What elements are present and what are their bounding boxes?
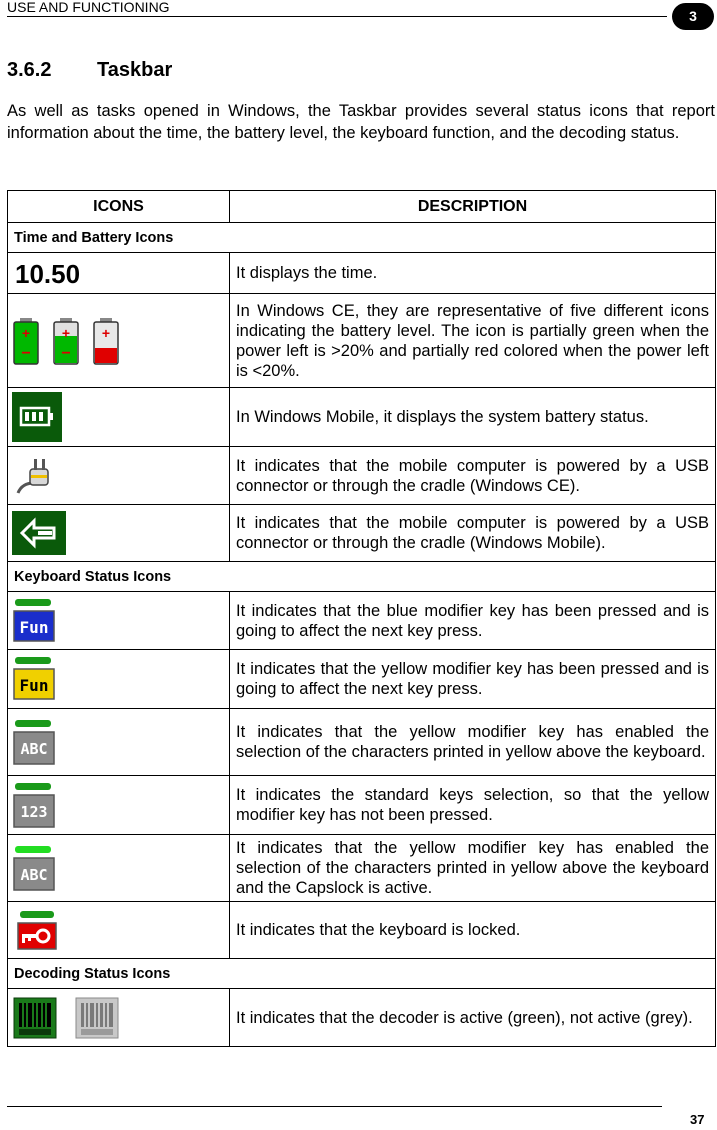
battery-low-red-icon <box>94 318 118 364</box>
section-heading <box>7 58 172 82</box>
desc-battery-mobile: In Windows Mobile, it displays the system battery status. <box>230 388 716 447</box>
power-plug-icon <box>12 453 58 499</box>
svg-text:−: − <box>21 344 31 362</box>
section-number: 3.6.2 <box>7 59 52 81</box>
ac-power-icon <box>12 511 66 555</box>
table-row <box>8 709 716 776</box>
fun-yellow-key-text: Fun <box>19 676 49 695</box>
abc-key-text: ABC <box>20 740 48 758</box>
num-icon-cell <box>8 776 230 835</box>
usb-ce-icon-cell <box>8 447 230 505</box>
abc-key-icon <box>12 716 58 768</box>
table-row <box>8 294 716 388</box>
svg-text:+: + <box>21 324 31 341</box>
svg-text:+: + <box>61 324 71 341</box>
time-icon-cell <box>8 253 230 294</box>
battery-mobile-icon-cell <box>8 388 230 447</box>
abc-caps-icon-cell <box>8 835 230 902</box>
fun-yellow-icon-cell <box>8 650 230 709</box>
keyboard-lock-icon <box>12 907 58 953</box>
table-row <box>8 447 716 505</box>
table-row <box>8 902 716 959</box>
table-header-row <box>8 191 716 223</box>
chapter-badge: 3 <box>672 3 714 30</box>
svg-text:−: − <box>61 344 71 362</box>
table-row <box>8 253 716 294</box>
table-row <box>8 650 716 709</box>
desc-abc-caps: It indicates that the yellow modifier key has enabled the selection of the characters printed in yellow above the keyboard and the Capslock is active. <box>230 835 716 902</box>
num-key-text: 123 <box>20 803 48 821</box>
battery-status-icon <box>12 392 62 442</box>
table-row <box>8 776 716 835</box>
group-time-battery: Time and Battery Icons <box>8 223 716 253</box>
usb-mobile-icon-cell <box>8 505 230 562</box>
desc-battery-ce: In Windows CE, they are representative of five different icons indicating the battery level. The icon is partially green when the power left is >20% and partially red colored when the power left is <20%. <box>230 294 716 388</box>
clock-icon-text: 10.50 <box>15 259 81 288</box>
decoder-active-icon <box>14 998 56 1038</box>
battery-icons-cell <box>8 294 230 388</box>
abc-caps-key-text: ABC <box>20 866 48 884</box>
section-title: Taskbar <box>97 59 173 81</box>
desc-usb-mobile: It indicates that the mobile computer is powered by a USB connector or through the cradle (Windows Mobile). <box>230 505 716 562</box>
desc-abc-yellow: It indicates that the yellow modifier key has enabled the selection of the characters printed in yellow above the keyboard. <box>230 709 716 776</box>
fun-blue-key-icon <box>12 597 58 645</box>
table-row <box>8 835 716 902</box>
svg-text:+: + <box>101 324 111 341</box>
decoder-status-icons <box>12 995 122 1041</box>
desc-locked: It indicates that the keyboard is locked. <box>230 902 716 959</box>
table-row <box>8 989 716 1047</box>
intro-paragraph: As well as tasks opened in Windows, the Taskbar provides several status icons that report information about the time, the battery level, the keyboard function, and the decoding status. <box>7 102 715 142</box>
desc-usb-ce: It indicates that the mobile computer is powered by a USB connector or through the cradle (Windows CE). <box>230 447 716 505</box>
header-title: USE AND FUNCTIONING <box>7 0 170 15</box>
desc-num-standard: It indicates the standard keys selection, so that the yellow modifier key has not been pressed. <box>230 776 716 835</box>
fun-yellow-key-icon <box>12 655 58 703</box>
decoder-inactive-icon <box>76 998 118 1038</box>
desc-fun-yellow: It indicates that the yellow modifier key has been pressed and is going to affect the next key press. <box>230 650 716 709</box>
page-number: 37 <box>690 1112 705 1127</box>
abc-yellow-icon-cell <box>8 709 230 776</box>
battery-partial-green-icon <box>54 318 78 364</box>
desc-time: It displays the time. <box>230 253 716 294</box>
footer-rule <box>7 1106 662 1107</box>
table-row <box>8 505 716 562</box>
desc-fun-blue: It indicates that the blue modifier key has been pressed and is going to affect the next key press. <box>230 592 716 650</box>
desc-decoder: It indicates that the decoder is active (green), not active (grey). <box>230 989 716 1047</box>
icons-table <box>7 190 716 1047</box>
icons-column-header: ICONS <box>8 191 230 223</box>
group-keyboard: Keyboard Status Icons <box>8 562 716 592</box>
description-column-header: DESCRIPTION <box>230 191 716 223</box>
battery-full-icon <box>14 318 38 364</box>
group-decoding: Decoding Status Icons <box>8 959 716 989</box>
table-row <box>8 592 716 650</box>
decoder-icons-cell <box>8 989 230 1047</box>
group-row <box>8 223 716 253</box>
abc-caps-key-icon <box>12 842 58 894</box>
lock-icon-cell <box>8 902 230 959</box>
battery-levels-icon <box>12 316 142 366</box>
group-row <box>8 959 716 989</box>
num-key-icon <box>12 780 58 830</box>
group-row <box>8 562 716 592</box>
header-rule <box>7 16 667 17</box>
clock-icon <box>12 258 102 288</box>
table-row <box>8 388 716 447</box>
fun-blue-icon-cell <box>8 592 230 650</box>
fun-blue-key-text: Fun <box>19 617 49 637</box>
